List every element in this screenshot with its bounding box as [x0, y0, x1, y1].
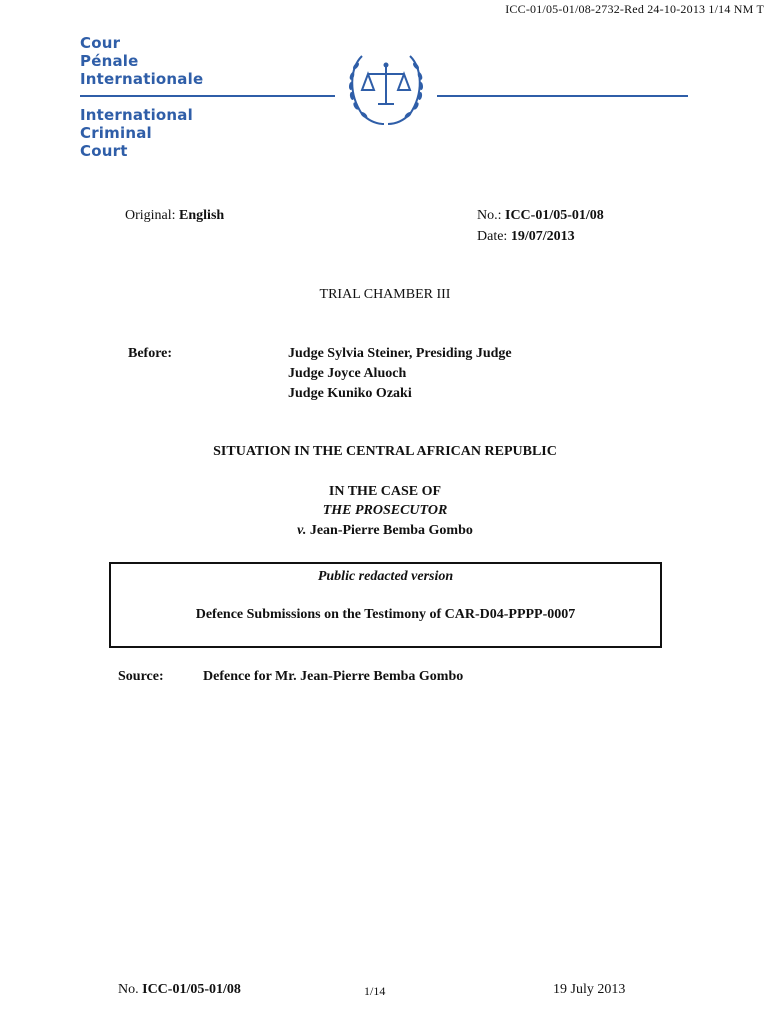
logo-divider-right [437, 95, 688, 97]
scales-of-justice-laurel-icon [340, 48, 432, 128]
logo-line: Pénale [80, 52, 139, 70]
case-number-label: No.: [477, 208, 505, 223]
date-value: 19/07/2013 [510, 229, 575, 244]
accused-name: Jean-Pierre Bemba Gombo [306, 523, 473, 538]
court-name-french [80, 34, 203, 88]
footer-no-value: ICC-01/05-01/08 [142, 982, 241, 997]
logo-line: International [80, 106, 193, 124]
case-party-prosecutor: THE PROSECUTOR [322, 503, 448, 518]
judge-1: Judge Sylvia Steiner, Presiding Judge [288, 346, 512, 361]
judge-2: Judge Joyce Aluoch [288, 366, 407, 381]
court-name-english [80, 106, 193, 160]
logo-line: Cour [80, 34, 121, 52]
document-date [477, 229, 575, 245]
judge-3: Judge Kuniko Ozaki [288, 386, 412, 401]
footer-no-label: No. [118, 982, 143, 997]
logo-line: Court [80, 142, 128, 160]
logo-divider-left [80, 95, 335, 97]
case-party-accused [0, 523, 770, 539]
logo-line: Internationale [80, 70, 204, 88]
case-intro: IN THE CASE OF [328, 484, 442, 499]
logo-line: Criminal [80, 124, 152, 142]
document-title-box [109, 562, 662, 648]
footer-case-number [118, 982, 241, 998]
chamber-title: TRIAL CHAMBER III [319, 287, 451, 302]
footer-date: 19 July 2013 [553, 982, 626, 997]
before-label: Before: [128, 346, 173, 361]
situation-title: SITUATION IN THE CENTRAL AFRICAN REPUBLIC [213, 444, 557, 459]
source-value: Defence for Mr. Jean-Pierre Bemba Gombo [203, 669, 464, 684]
date-label: Date: [477, 229, 511, 244]
source-label: Source: [118, 669, 164, 684]
case-number [477, 208, 604, 224]
versus-label: v. [297, 523, 307, 538]
original-language [125, 208, 224, 224]
original-value: English [179, 208, 225, 223]
footer-page-number: 1/14 [364, 984, 386, 998]
document-title: Defence Submissions on the Testimony of CAR-D04-PPPP-0007 [195, 607, 576, 622]
case-number-value: ICC-01/05-01/08 [505, 208, 604, 223]
filing-stamp: ICC-01/05-01/08-2732-Red 24-10-2013 1/14 NM T [505, 2, 764, 16]
version-label: Public redacted version [317, 569, 454, 584]
original-label: Original: [125, 208, 180, 223]
